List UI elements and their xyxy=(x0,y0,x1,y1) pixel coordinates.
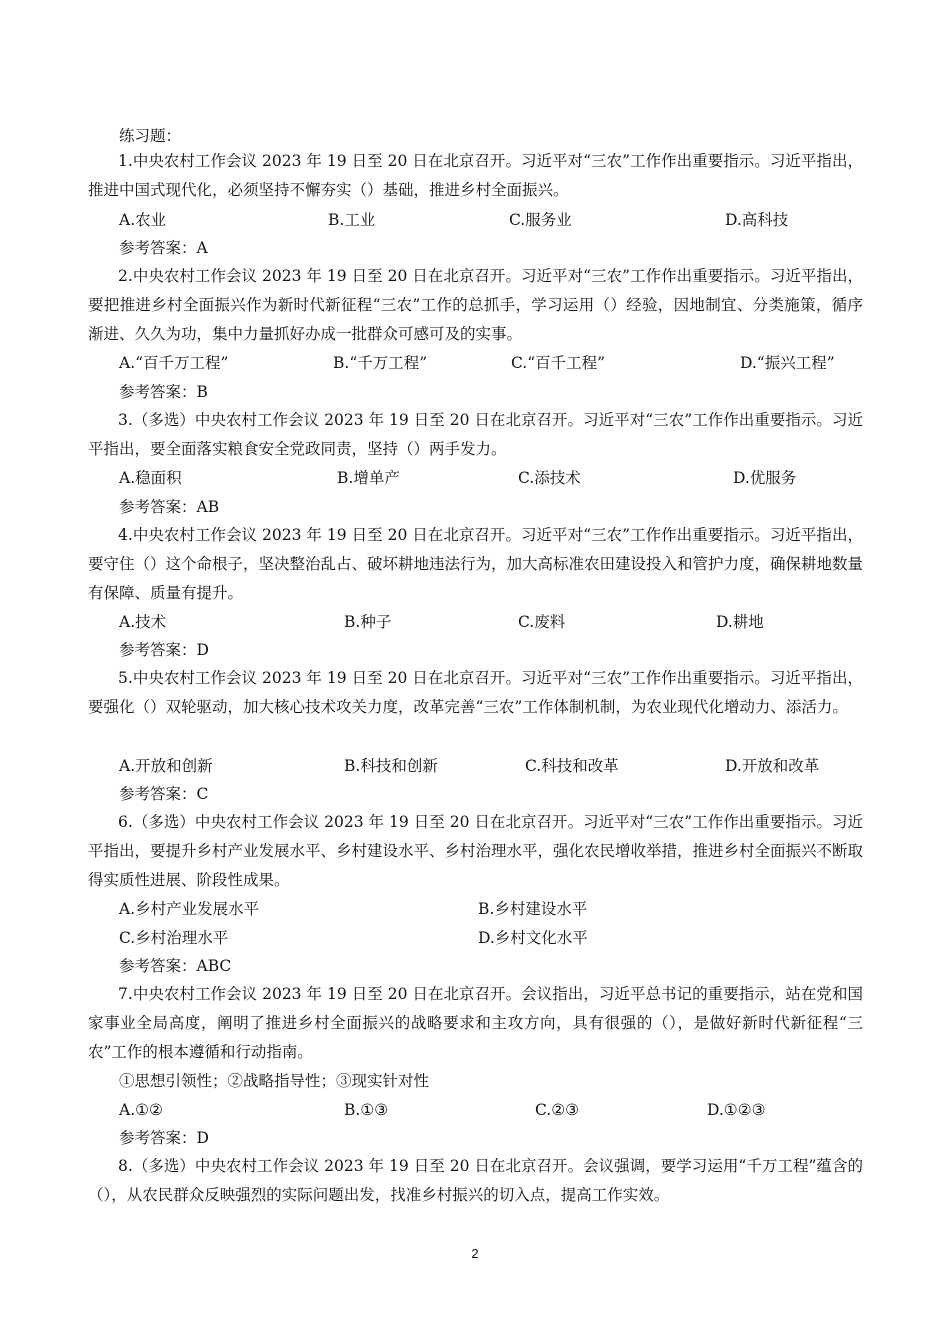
q1-option-a: A.农业 xyxy=(119,211,167,229)
q5-answer: 参考答案：C xyxy=(119,785,209,803)
q1-option-c: C.服务业 xyxy=(509,211,572,229)
q7-option-a: A.①② xyxy=(119,1101,163,1119)
q4-option-b: B.种子 xyxy=(344,613,392,631)
question-7-stem: 7.中央农村工作会议 2023 年 19 日至 20 日在北京召开。会议指出，习近平总书记的重要指示，站在党和国家事业全局高度，阐明了推进乡村全面振兴的战略要求和主攻方向，具有很强的（），是做好新时代新征程“三农”工作的根本遵循和行动指南。 xyxy=(88,985,863,1061)
q6-option-a: A.乡村产业发展水平 xyxy=(119,900,260,918)
question-6-stem: 6.（多选）中央农村工作会议 2023 年 19 日至 20 日在北京召开。习近平对“三农”工作作出重要指示。习近平指出，要提升乡村产业发展水平、乡村建设水平、乡村治理水平，强化农民增收举措，推进乡村全面振兴不断取得实质性进展、阶段性成果。 xyxy=(88,813,864,889)
q7-statements: ①思想引领性；②战略指导性；③现实针对性 xyxy=(119,1072,430,1090)
q6-answer: 参考答案：ABC xyxy=(119,957,232,975)
q4-option-d: D.耕地 xyxy=(716,613,764,631)
q3-option-d: D.优服务 xyxy=(733,469,797,487)
q3-option-a: A.稳面积 xyxy=(119,469,182,487)
question-1-stem: 1.中央农村工作会议 2023 年 19 日至 20 日在北京召开。习近平对“三农”工作作出重要指示。习近平指出，推进中国式现代化，必须坚持不懈夯实（）基础，推进乡村全面振兴。 xyxy=(88,152,863,199)
q7-answer: 参考答案：D xyxy=(119,1129,209,1147)
q2-option-d: D.“振兴工程” xyxy=(740,354,835,372)
q4-option-c: C.废料 xyxy=(518,613,566,631)
q5-option-c: C.科技和改革 xyxy=(525,757,619,775)
q4-answer: 参考答案：D xyxy=(119,641,209,659)
q7-option-d: D.①②③ xyxy=(707,1101,766,1119)
question-4-stem: 4.中央农村工作会议 2023 年 19 日至 20 日在北京召开。习近平对“三农”工作作出重要指示。习近平指出，要守住（）这个命根子，坚决整治乱占、破坏耕地违法行为，加大高标准农田建设投入和管护力度，确保耕地数量有保障、质量有提升。 xyxy=(88,526,864,602)
page-number: 2 xyxy=(471,1246,479,1261)
q1-answer: 参考答案：A xyxy=(119,239,208,257)
question-8-stem: 8.（多选）中央农村工作会议 2023 年 19 日至 20 日在北京召开。会议强调，要学习运用“千万工程”蕴含的（），从农民群众反映强烈的实际问题出发，找准乡村振兴的切入点，提高工作实效。 xyxy=(88,1157,863,1204)
q5-option-d: D.开放和改革 xyxy=(725,757,820,775)
q6-option-d: D.乡村文化水平 xyxy=(478,929,588,947)
q7-option-b: B.①③ xyxy=(344,1101,389,1119)
q6-option-c: C.乡村治理水平 xyxy=(119,929,229,947)
q2-option-b: B.“千万工程” xyxy=(333,354,428,372)
question-3-stem: 3.（多选）中央农村工作会议 2023 年 19 日至 20 日在北京召开。习近平对“三农”工作作出重要指示。习近平指出，要全面落实粮食安全党政同责，坚持（）两手发力。 xyxy=(88,411,863,458)
question-5-stem: 5.中央农村工作会议 2023 年 19 日至 20 日在北京召开。习近平对“三农”工作作出重要指示。习近平指出，要强化（）双轮驱动，加大核心技术攻关力度，改革完善“三农”工作体制机制，为农业现代化增动力、添活力。 xyxy=(88,669,863,716)
q5-option-a: A.开放和创新 xyxy=(119,757,213,775)
q4-option-a: A.技术 xyxy=(119,613,167,631)
q2-answer: 参考答案：B xyxy=(119,383,208,401)
q5-option-b: B.科技和创新 xyxy=(344,757,438,775)
question-2-stem: 2.中央农村工作会议 2023 年 19 日至 20 日在北京召开。习近平对“三农”工作作出重要指示。习近平指出，要把推进乡村全面振兴作为新时代新征程“三农”工作的总抓手，学习运用（）经验，因地制宜、分类施策，循序渐进、久久为功，集中力量抓好办成一批群众可感可及的实事。 xyxy=(88,267,863,343)
q7-option-c: C.②③ xyxy=(535,1101,580,1119)
exercise-heading: 练习题： xyxy=(119,127,182,145)
q2-option-c: C.“百千工程” xyxy=(511,354,606,372)
q1-option-d: D.高科技 xyxy=(725,211,789,229)
q1-option-b: B.工业 xyxy=(328,211,376,229)
q3-option-c: C.添技术 xyxy=(518,469,581,487)
q3-option-b: B.增单产 xyxy=(337,469,400,487)
q6-option-b: B.乡村建设水平 xyxy=(478,900,588,918)
q2-option-a: A.“百千万工程” xyxy=(119,354,229,372)
q3-answer: 参考答案：AB xyxy=(119,498,220,516)
